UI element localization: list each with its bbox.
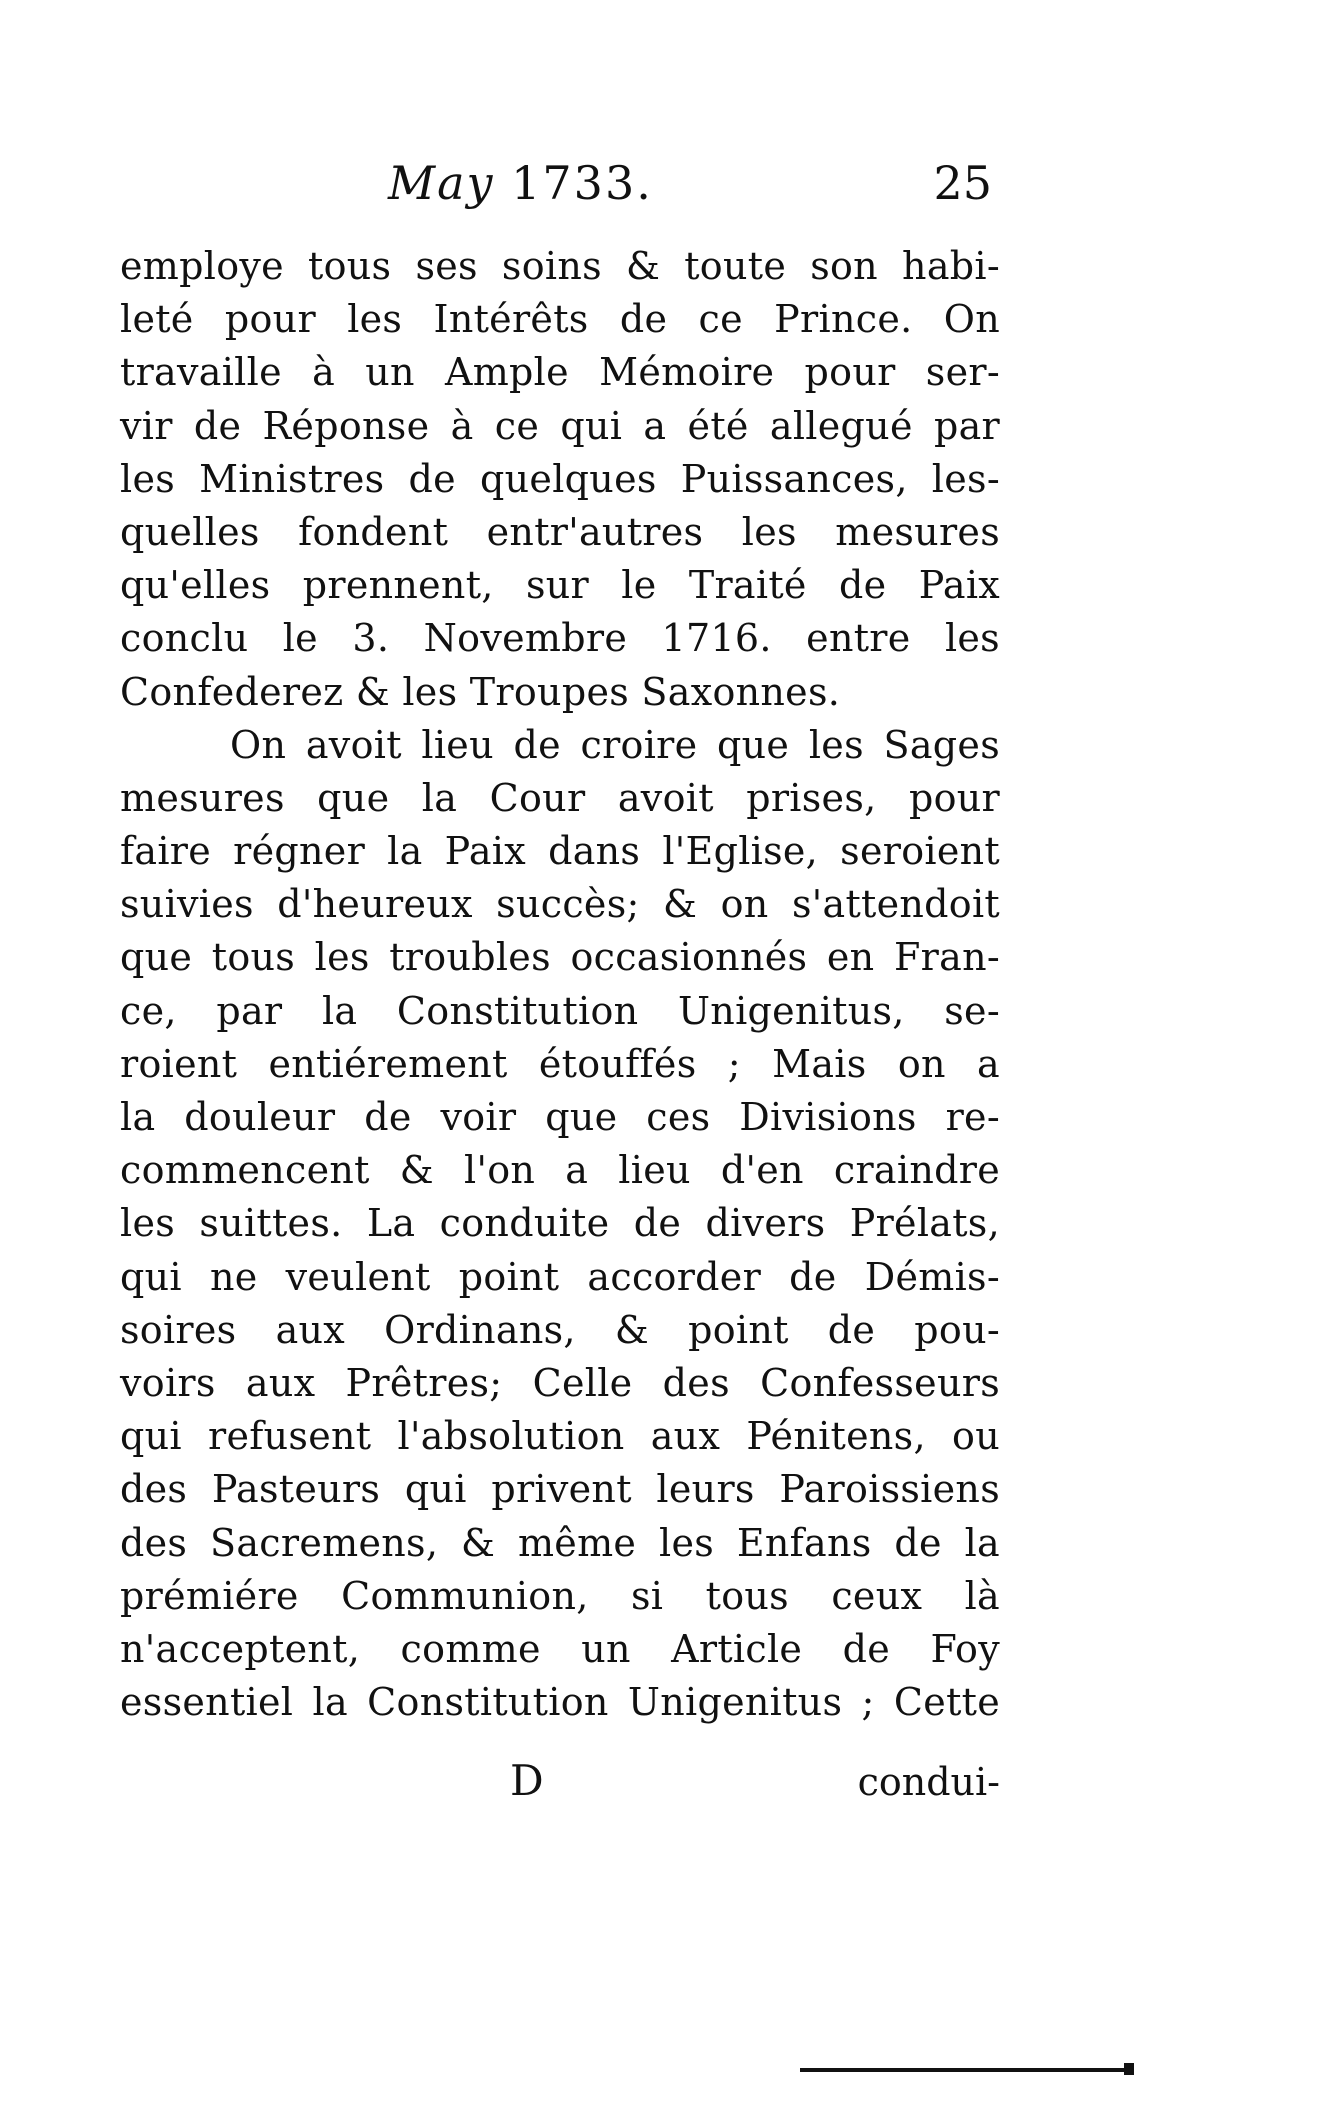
text-line: qui ne veulent point accorder de Démis- (120, 1254, 1000, 1299)
text-line: essentiel la Constitution Unigenitus ; Cette (120, 1680, 1000, 1725)
text-line: voirs aux Prêtres; Celle des Confesseurs (120, 1360, 1000, 1405)
text-line: des Pasteurs qui privent leurs Paroissiens (120, 1467, 1000, 1512)
text-line: vir de Réponse à ce qui a été allegué par (120, 403, 1000, 448)
signature-mark: D (510, 1756, 544, 1805)
text-line: quelles fondent entr'autres les mesures (120, 509, 1000, 554)
running-head-date (388, 156, 653, 210)
text-line: leté pour les Intérêts de ce Prince. On (120, 297, 1000, 342)
text-line: n'acceptent, comme un Article de Foy (120, 1626, 1000, 1671)
paragraph-end-line: Confederez & les Troupes Saxonnes. (120, 669, 841, 714)
paragraph-start-line: On avoit lieu de croire que les Sages (230, 722, 1000, 767)
text-line: faire régner la Paix dans l'Eglise, seroient (120, 829, 1000, 874)
text-line: mesures que la Cour avoit prises, pour (120, 775, 1000, 820)
running-head-month: May (388, 156, 495, 210)
body-text (120, 240, 1000, 1729)
text-line: prémiére Communion, si tous ceux là (120, 1573, 1000, 1618)
bottom-rule (800, 2068, 1130, 2072)
text-line: qui refusent l'absolution aux Pénitens, ou (120, 1414, 1000, 1459)
text-line: travaille à un Ample Mémoire pour ser- (120, 350, 1000, 395)
text-line: employe tous ses soins & toute son habi- (120, 244, 1000, 288)
text-line: les suittes. La conduite de divers Prélats, (120, 1201, 1000, 1246)
text-line: commencent & l'on a lieu d'en craindre (120, 1148, 1000, 1193)
text-line: les Ministres de quelques Puissances, les- (120, 456, 1000, 501)
text-line: la douleur de voir que ces Divisions re- (120, 1095, 1000, 1139)
text-line: conclu le 3. Novembre 1716. entre les (120, 616, 1000, 661)
text-line: suivies d'heureux succès; & on s'attendoit (120, 882, 1000, 927)
text-line: qu'elles prennent, sur le Traité de Paix (120, 563, 1000, 608)
page-number: 25 (933, 156, 992, 210)
running-head-year: 1733. (511, 156, 653, 210)
text-line: des Sacremens, & même les Enfans de la (120, 1520, 1000, 1565)
text-line: soires aux Ordinans, & point de pou- (120, 1307, 1000, 1352)
catchword: condui- (857, 1760, 1000, 1804)
page-footer (120, 1756, 1000, 1816)
running-head (120, 156, 1000, 226)
text-line: ce, par la Constitution Unigenitus, se- (120, 988, 1000, 1033)
text-line: roient entiérement étouffés ; Mais on a (120, 1041, 1000, 1086)
text-line: que tous les troubles occasionnés en Fran- (120, 935, 1000, 980)
